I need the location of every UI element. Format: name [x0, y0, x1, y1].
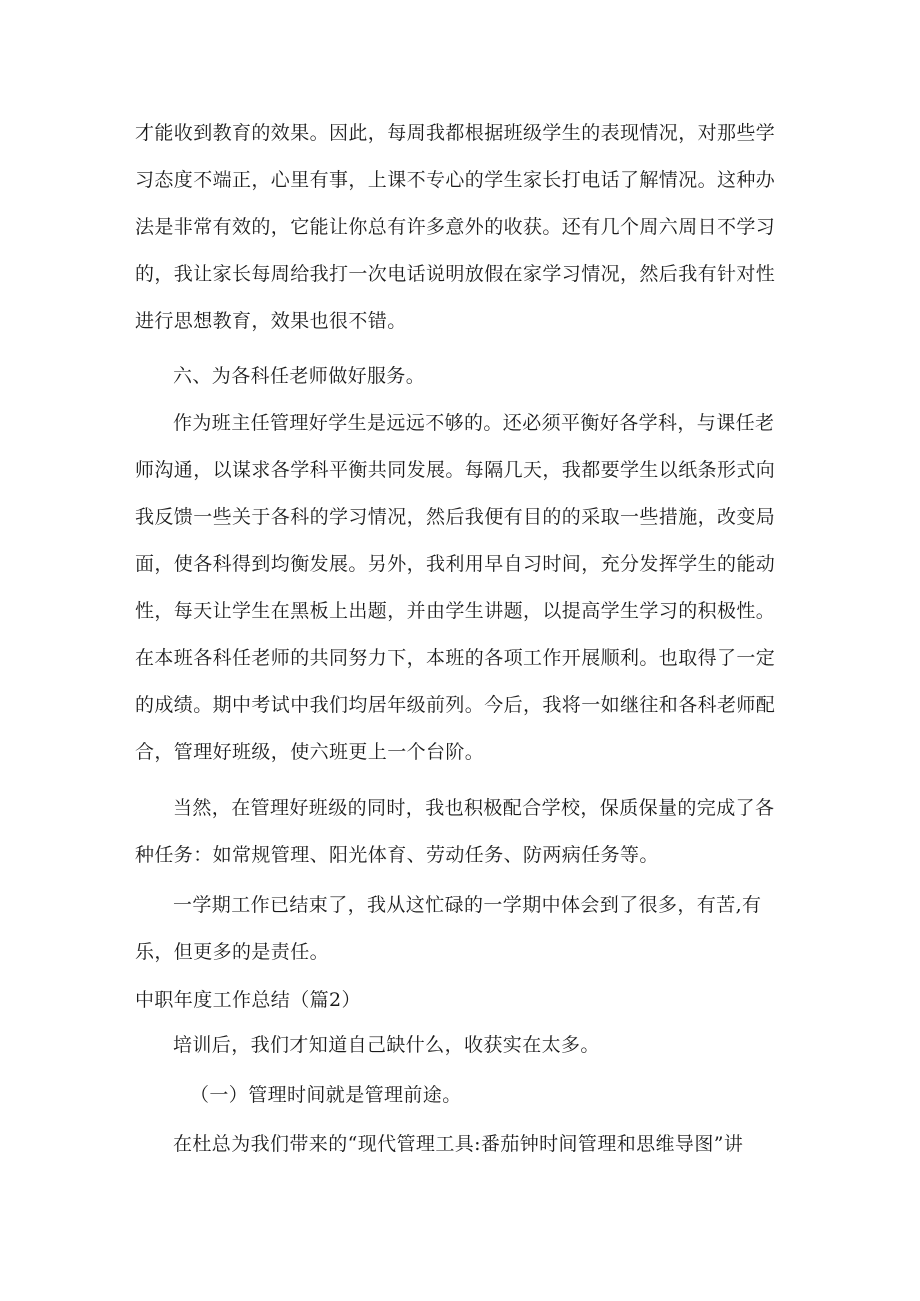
section-title [135, 978, 803, 1022]
section-title-text: 中职年度工作总结（篇2） [135, 989, 361, 1011]
text-line: 培训后，我们才知道自己缺什么，收获实在太多。 [173, 1034, 600, 1056]
paragraph-teacher-service [135, 400, 803, 776]
subheading-time-management [135, 1072, 803, 1119]
paragraph-school-tasks [135, 785, 803, 879]
text-line: 当然，在管理好班级的同时，我也积极配合学校，保质保量的完成了各 [173, 797, 775, 819]
paragraph-tools [135, 1121, 803, 1168]
text-line: 在本班各科任老师的共同努力下，本班的各项工作开展顺利。也取得了一定 [135, 647, 776, 669]
text-line: 面，使各科得到均衡发展。另外，我利用早自习时间，充分发挥学生的能动 [135, 553, 776, 575]
paragraph-conclusion [135, 882, 803, 976]
text-line: 进行思想教育，效果也很不错。 [135, 310, 407, 332]
subheading-text: （一）管理时间就是管理前途。 [190, 1084, 462, 1106]
text-line: 师沟通，以谋求各学科平衡共同发展。每隔几天，我都要学生以纸条形式向 [135, 459, 776, 481]
heading-text: 六、为各科任老师做好服务。 [173, 365, 426, 387]
text-line: 的，我让家长每周给我打一次电话说明放假在家学习情况，然后我有针对性 [135, 263, 776, 285]
text-line: 作为班主任管理好学生是远远不够的。还必须平衡好各学科，与课任老 [173, 412, 775, 434]
text-line: 我反馈一些关于各科的学习情况，然后我便有目的的采取一些措施，改变局 [135, 506, 776, 528]
text-line: 合，管理好班级，使六班更上一个台阶。 [135, 741, 485, 763]
section-heading-six [135, 353, 803, 400]
text-line: 在杜总为我们带来的“现代管理工具:番茄钟时间管理和思维导图”讲 [173, 1133, 744, 1155]
paragraph-continuation [135, 110, 803, 345]
text-line: 一学期工作已结束了，我从这忙碌的一学期中体会到了很多，有苦,有 [173, 894, 762, 916]
text-line: 性，每天让学生在黑板上出题，并由学生讲题，以提高学生学习的积极性。 [135, 600, 776, 622]
text-line: 才能收到教育的效果。因此，每周我都根据班级学生的表现情况，对那些学 [135, 122, 776, 144]
text-line: 种任务：如常规管理、阳光体育、劳动任务、防两病任务等。 [135, 844, 659, 866]
paragraph-training [135, 1022, 803, 1069]
text-line: 的成绩。期中考试中我们均居年级前列。今后，我将一如继往和各科老师配 [135, 694, 776, 716]
text-line: 法是非常有效的，它能让你总有许多意外的收获。还有几个周六周日不学习 [135, 216, 776, 238]
text-line: 乐，但更多的是责任。 [135, 941, 330, 963]
text-line: 习态度不端正，心里有事，上课不专心的学生家长打电话了解情况。这种办 [135, 169, 776, 191]
